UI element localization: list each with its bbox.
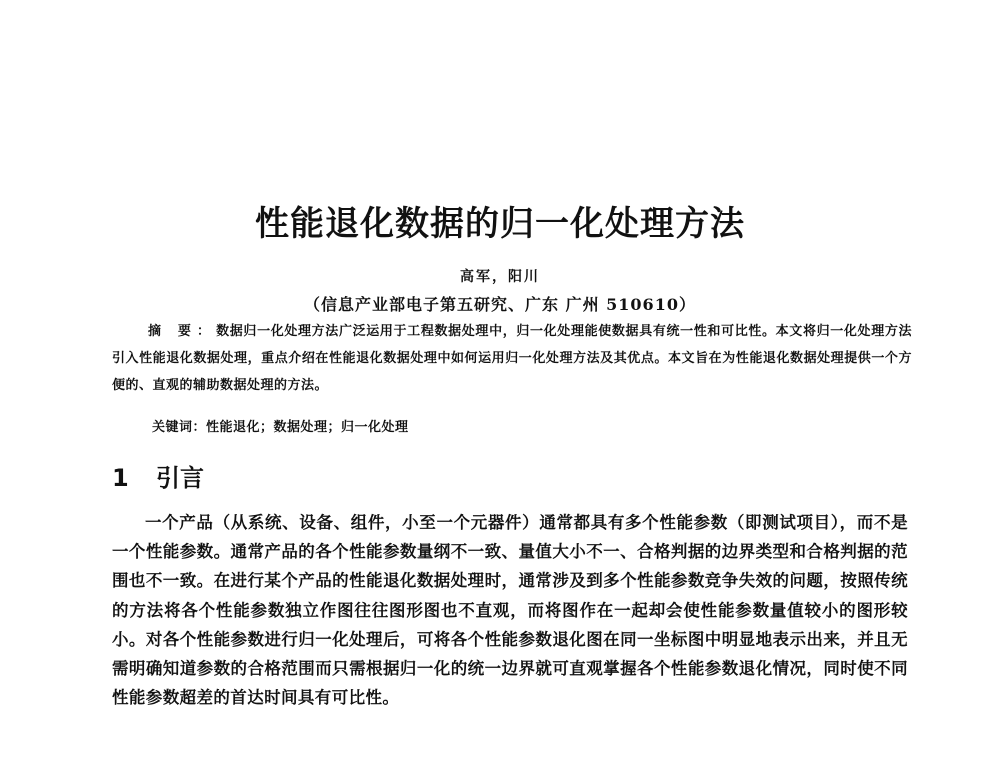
section-heading (112, 458, 204, 493)
section-paragraph: 一个产品（从系统、设备、组件，小至一个元器件）通常都具有多个性能参数（即测试项目），而不是一个性能参数。通常产品的各个性能参数量纲不一致、量值大小不一、合格判据的边界类型和合格判据的范围也不一致。在进行某个产品的性能退化数据处理时，通常涉及到多个性能参数竞争失效的问题，按照传统的方法将各个性能参数独立作图往往图形图也不直观，而将图作在一起却会使性能参数量值较小的图形较小。对各个性能参数进行归一化处理后，可将各个性能参数退化图在同一坐标图中明显地表示出来，并且无需明确知道参数的合格范围而只需根据归一化的统一边界就可直观掌握各个性能参数退化情况，同时使不同性能参数超差的首达时间具有可比性。 (112, 513, 908, 708)
abstract-text: 数据归一化处理方法广泛运用于工程数据处理中，归一化处理能使数据具有统一性和可比性。本文将归一化处理方法引入性能退化数据处理，重点介绍在性能退化数据处理中如何运用归一化处理方法及其优点。本文旨在为性能退化数据处理提供一个方便的、直观的辅助数据处理的方法。 (112, 324, 912, 393)
keywords-label: 关键词： (152, 420, 207, 435)
keywords (152, 416, 409, 435)
paper-title: 性能退化数据的归一化处理方法 (255, 204, 745, 244)
section-title: 引言 (156, 464, 204, 492)
paper-affiliation: （信息产业部电子第五研究、广东 广州 510610） (304, 295, 696, 314)
paper-authors: 高军，阳川 (460, 269, 540, 285)
abstract-label: 摘 要： (148, 324, 217, 339)
section-number: 1 (112, 464, 129, 492)
keywords-text: 性能退化；数据处理；归一化处理 (206, 420, 409, 435)
abstract (112, 318, 912, 399)
